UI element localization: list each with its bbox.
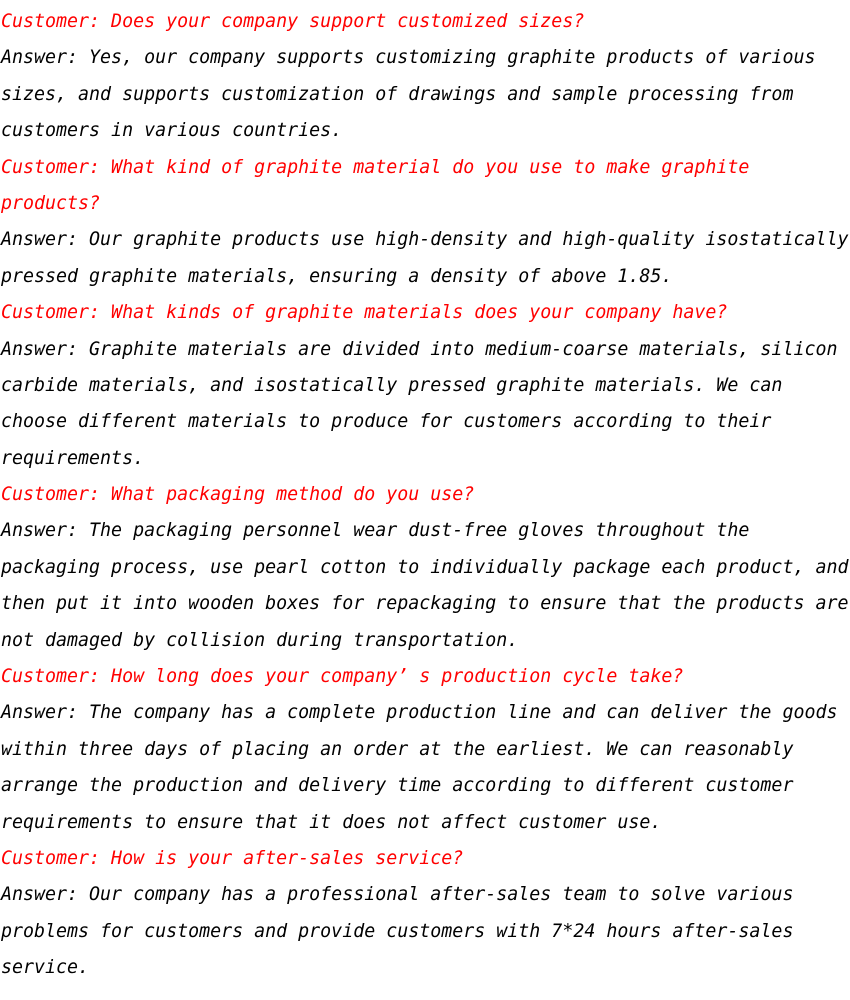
faq-answer: customers in various countries. [1,120,343,142]
faq-answer: arrange the production and delivery time according to different customer [1,775,794,797]
faq-item [0,659,850,841]
faq-question: Customer: How long does your company’ s production cycle take? [1,666,684,688]
faq-question: Customer: What kind of graphite material do you use to make graphite [1,156,750,178]
faq-question: Customer: What packaging method do you use? [1,484,475,506]
faq-answer: Answer: The packaging personnel wear dust-free gloves throughout the [1,520,750,542]
faq-answer: service. [1,957,90,979]
faq-answer: problems for customers and provide customers with 7*24 hours after-sales [1,920,794,942]
faq-answer: Answer: Graphite materials are divided into medium-coarse materials, silicon [1,338,838,360]
faq-item [0,477,850,659]
faq-answer: requirements to ensure that it does not affect customer use. [1,811,662,833]
faq-answer: Answer: The company has a complete production line and can deliver the goods [1,702,838,724]
faq-question: Customer: What kinds of graphite materials does your company have? [1,302,728,324]
faq-answer: then put it into wooden boxes for repackaging to ensure that the products are [1,593,849,615]
faq-item [0,150,850,296]
faq-question: products? [1,192,101,214]
faq-item [0,841,850,987]
faq-answer: carbide materials, and isostatically pressed graphite materials. We can [1,374,783,396]
faq-question: Customer: Does your company support customized sizes? [1,11,585,32]
faq-answer: Answer: Yes, our company supports customizing graphite products of various [1,47,816,69]
faq-answer: pressed graphite materials, ensuring a density of above 1.85. [1,265,673,287]
faq-answer: packaging process, use pearl cotton to individually package each product, and [1,556,849,578]
faq-answer: within three days of placing an order at the earliest. We can reasonably [1,738,794,760]
faq-answer: Answer: Our company has a professional after-sales team to solve various [1,884,794,906]
faq-question: Customer: How is your after-sales service? [1,847,464,869]
faq-answer: choose different materials to produce for customers according to their [1,411,772,433]
faq-answer: not damaged by collision during transportation. [1,629,519,651]
faq-item [0,295,850,477]
faq-answer: sizes, and supports customization of drawings and sample processing from [1,83,794,105]
faq-answer: requirements. [1,447,145,469]
faq-item [0,4,850,150]
faq-answer: Answer: Our graphite products use high-density and high-quality isostatically [1,229,849,251]
